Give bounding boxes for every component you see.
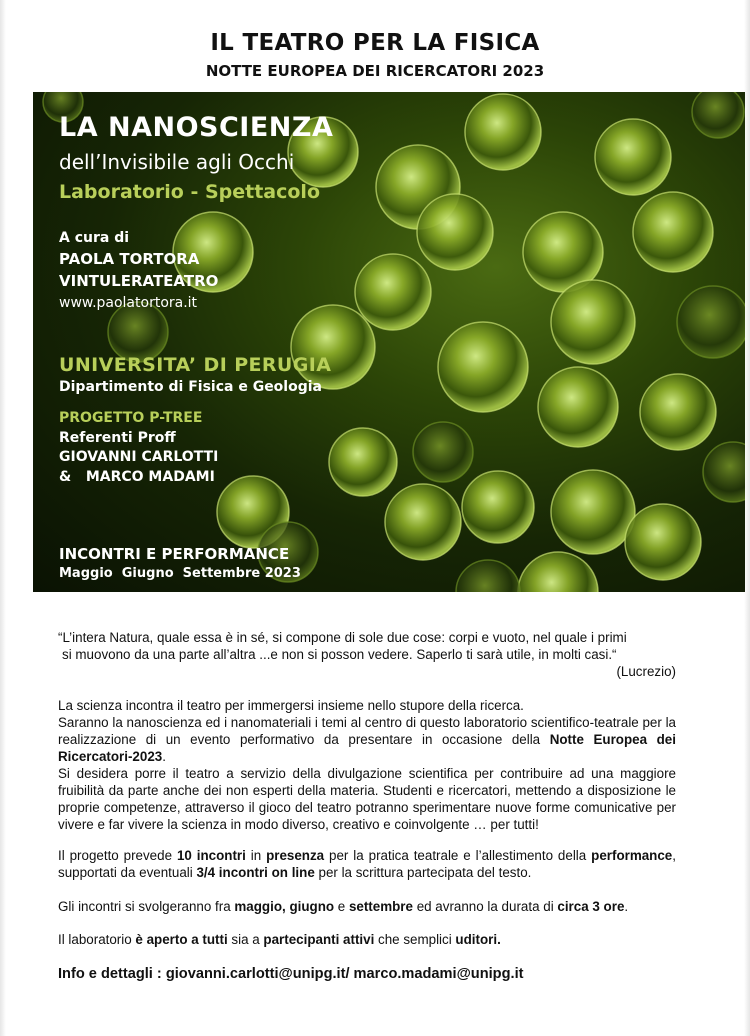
nanoparticle-sphere	[291, 305, 375, 389]
nanoparticle-sphere	[456, 560, 520, 592]
banner-title: LA NANOSCIENZA	[59, 112, 334, 143]
nanoparticle-sphere	[640, 374, 716, 450]
events-dates: Maggio Giugno Settembre 2023	[59, 566, 301, 581]
quote-block	[58, 629, 676, 680]
contact-info: Info e dettagli : giovanni.carlotti@unipg.it/ marco.madami@unipg.it	[58, 966, 524, 982]
page-subtitle: NOTTE EUROPEA DEI RICERCATORI 2023	[205, 62, 545, 80]
banner-subtitle: dell’Invisibile agli Occhi	[59, 150, 295, 174]
events-title: INCONTRI E PERFORMANCE	[59, 545, 290, 563]
company-name: VINTULERATEATRO	[59, 272, 219, 290]
nanoparticle-sphere	[538, 367, 618, 447]
quote-author: (Lucrezio)	[616, 664, 676, 679]
hero-banner	[33, 92, 745, 592]
quote-line-1: “L’intera Natura, quale essa è in sé, si compone di sole due cose: corpi e vuoto, nel quale i primi	[58, 630, 627, 645]
nanoparticle-sphere	[677, 286, 745, 358]
nanoparticle-sphere	[462, 471, 534, 543]
nanoparticle-sphere	[551, 280, 635, 364]
intro-body: Saranno la nanoscienza ed i nanomateriali i temi al centro di questo laboratorio scientifico-teatrale per la realizzazione di un evento performativo da presentare in occasione della Notte Europea dei Ricercatori-2023.	[58, 715, 676, 764]
nanoparticle-sphere	[413, 422, 473, 482]
project-name: PROGETTO P-TREE	[59, 410, 203, 426]
quote-line-2: si muovono da una parte all’altra ...e non si posson vedere. Saperlo ti sarà utile, in molti casi.“	[62, 647, 617, 662]
description-paragraph-5: Il laboratorio è aperto a tutti sia a partecipanti attivi che semplici uditori.	[58, 932, 501, 947]
description-paragraph-3: Il progetto prevede 10 incontri in presenza per la pratica teatrale e l’allestimento della performance, supportati da eventuali 3/4 incontri on line per la scrittura partecipata del testo.	[58, 848, 676, 880]
nanoparticle-sphere	[633, 192, 713, 272]
curated-by-label: A cura di	[59, 230, 130, 246]
nanoparticle-sphere	[518, 552, 598, 592]
website-link[interactable]: www.paolatortora.it	[59, 295, 198, 311]
referent-1: GIOVANNI CARLOTTI	[59, 449, 219, 465]
description-paragraph-2: Si desidera porre il teatro a servizio della divulgazione scientifica per contribuire ad una maggiore fruibilità da parte anche dei non esperti della materia. Studenti e ricercatori, mettendo a disposizione le proprie competenze, attraverso il gioco del teatro potranno sperimentare nuove forme comunicative per vivere e far vivere la scienza in modo diverso, creativo e coinvolgente … per tutti!	[58, 766, 676, 832]
nanoparticle-sphere	[703, 442, 745, 502]
author-name: PAOLA TORTORA	[59, 250, 200, 268]
referent-2: & MARCO MADAMI	[59, 469, 215, 485]
nanoparticle-sphere	[385, 484, 461, 560]
page-title: IL TEATRO PER LA FISICA	[210, 30, 540, 56]
nanoparticle-sphere	[595, 119, 671, 195]
nanoparticle-sphere	[417, 194, 493, 270]
nanoparticle-sphere	[108, 302, 168, 362]
intro-line: La scienza incontra il teatro per immergersi insieme nello stupore della ricerca.	[58, 698, 524, 713]
nanoparticle-sphere	[692, 92, 744, 138]
referents-label: Referenti Proff	[59, 430, 176, 446]
department-name: Dipartimento di Fisica e Geologia	[59, 379, 322, 395]
nanoparticle-sphere	[355, 254, 431, 330]
nanoparticle-sphere	[465, 94, 541, 170]
nanoparticle-sphere	[551, 470, 635, 554]
nanoparticle-sphere	[438, 322, 528, 412]
nanoparticle-sphere	[625, 504, 701, 580]
nanoparticle-sphere	[329, 428, 397, 496]
university-name: UNIVERSITA’ DI PERUGIA	[59, 354, 332, 376]
page-edge-left	[0, 0, 6, 1036]
description-paragraph-1	[58, 697, 676, 833]
banner-kind: Laboratorio - Spettacolo	[59, 181, 320, 203]
description-paragraph-4: Gli incontri si svolgeranno fra maggio, giugno e settembre ed avranno la durata di circa 3 ore.	[58, 899, 629, 914]
